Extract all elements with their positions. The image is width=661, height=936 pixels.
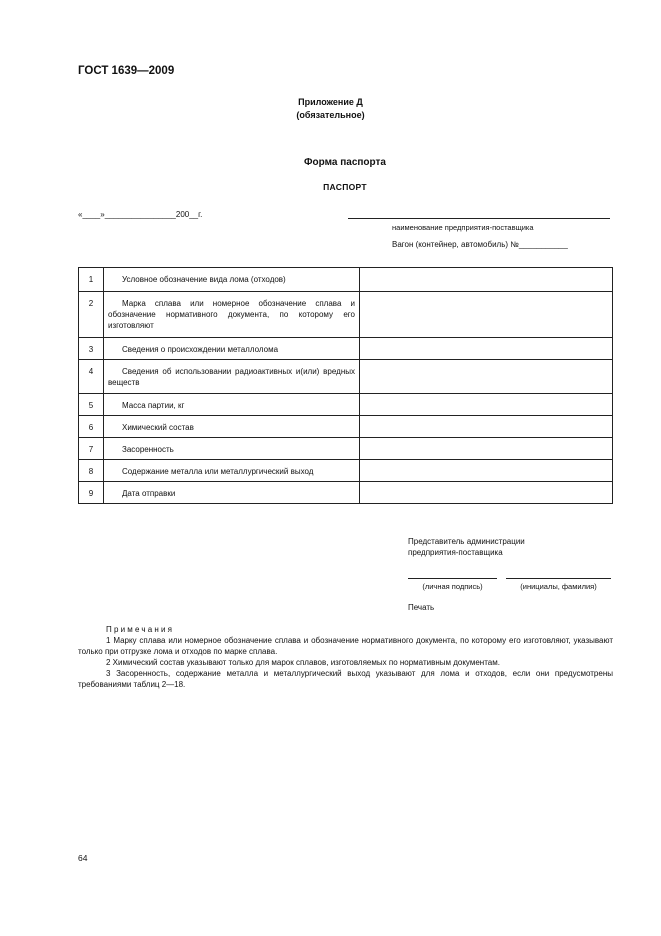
row-number: 8 <box>79 460 104 482</box>
row-number: 6 <box>79 416 104 438</box>
row-value <box>360 338 613 360</box>
signature-line <box>408 570 497 579</box>
row-value <box>360 292 613 338</box>
table-row <box>79 292 613 338</box>
initials-caption: (инициалы, фамилия) <box>520 582 597 591</box>
row-value <box>360 460 613 482</box>
row-label: Масса партии, кг <box>104 394 360 416</box>
row-label: Содержание металла или металлургический выход <box>104 460 360 482</box>
stamp-label: Печать <box>408 603 435 612</box>
row-label: Марка сплава или номерное обозначение сплава и обозначение нормативного документа, по которому его изготовляют <box>104 292 360 338</box>
document-header: ГОСТ 1639—2009 <box>78 65 175 77</box>
passport-title: ПАСПОРТ <box>323 182 367 192</box>
note-item: 3 Засоренность, содержание металла и металлургический выход указывают для лома и отходов, если они предусмотрены требованиями таблиц 2—18. <box>78 669 613 689</box>
notes-section <box>78 624 613 690</box>
row-label: Дата отправки <box>104 482 360 504</box>
row-value <box>360 268 613 292</box>
row-label: Засоренность <box>104 438 360 460</box>
representative-subtitle: предприятия-поставщика <box>408 548 503 557</box>
table-row <box>79 482 613 504</box>
row-number: 9 <box>79 482 104 504</box>
row-value <box>360 438 613 460</box>
passport-table <box>78 267 613 504</box>
row-number: 7 <box>79 438 104 460</box>
date-line: «____»________________200__г. <box>78 210 203 219</box>
row-number: 3 <box>79 338 104 360</box>
row-value <box>360 416 613 438</box>
row-label: Химический состав <box>104 416 360 438</box>
row-value <box>360 360 613 394</box>
row-number: 4 <box>79 360 104 394</box>
note-item: 2 Химический состав указывают только для марок сплавов, изготовляемых по нормативным документам. <box>106 658 500 667</box>
appendix-title: Приложение Д <box>298 97 363 107</box>
appendix-type: (обязательное) <box>296 110 365 120</box>
supplier-name-line <box>348 208 610 219</box>
table-row <box>79 416 613 438</box>
wagon-number-line: Вагон (контейнер, автомобиль) №___________ <box>392 240 568 249</box>
table-row <box>79 338 613 360</box>
signature-caption: (личная подпись) <box>422 582 483 591</box>
supplier-caption: наименование предприятия-поставщика <box>392 223 534 232</box>
table-row <box>79 394 613 416</box>
row-label: Сведения об использовании радиоактивных и(или) вредных веществ <box>104 360 360 394</box>
row-label: Сведения о происхождении металлолома <box>104 338 360 360</box>
table-row <box>79 360 613 394</box>
appendix-heading <box>0 96 661 122</box>
row-number: 5 <box>79 394 104 416</box>
row-number: 1 <box>79 268 104 292</box>
row-label: Условное обозначение вида лома (отходов) <box>104 268 360 292</box>
row-value <box>360 482 613 504</box>
row-number: 2 <box>79 292 104 338</box>
note-item: 1 Марку сплава или номерное обозначение сплава и обозначение нормативного документа, по которому его изготовляют, указывают только при отгрузке лома и отходов по марке сплава. <box>78 636 613 656</box>
table-row <box>79 268 613 292</box>
table-row <box>79 438 613 460</box>
initials-line <box>506 570 611 579</box>
page-number: 64 <box>78 853 88 863</box>
representative-title: Представитель администрации <box>408 537 525 546</box>
notes-title: Примечания <box>106 625 175 634</box>
table-row <box>79 460 613 482</box>
form-title: Форма паспорта <box>304 157 386 168</box>
row-value <box>360 394 613 416</box>
representative-block <box>408 536 525 558</box>
